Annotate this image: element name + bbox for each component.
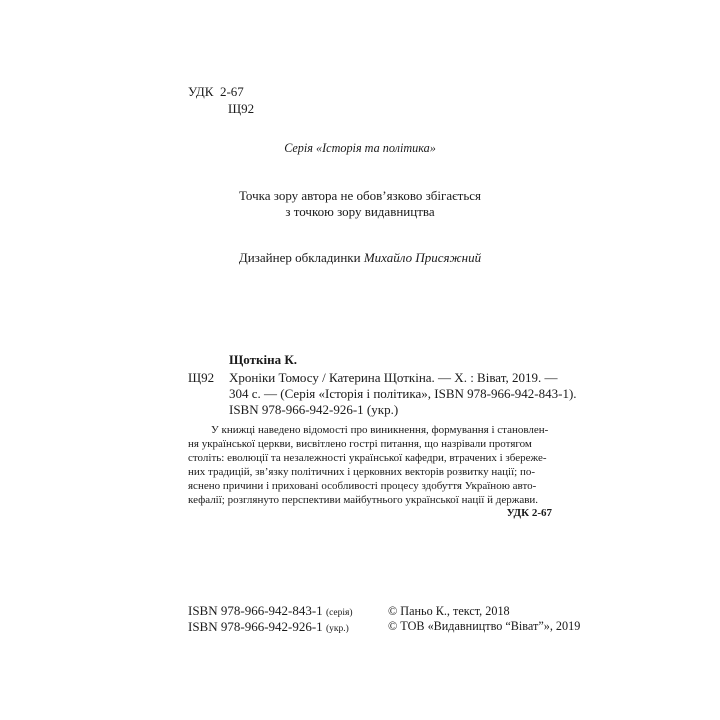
catalog-mark: Щ92 [188,370,215,385]
catalog-line-1: Хроніки Томосу / Катерина Щоткіна. — Х. : Віват, 2019. — [229,370,558,385]
isbn-ukr: ISBN 978-966-942-926-1 (укр.) [188,619,349,634]
author-mark-top: Щ92 [228,101,255,116]
annotation-line-6: кефалії; розглянуто перспективи майбутнього української нації й держави. [188,494,539,506]
copyright-text: © Паньо К., текст, 2018 [388,604,510,618]
annotation-line-1: У книжці наведено відомості про виникнення, формування і становлен- [211,424,549,436]
isbn-series: ISBN 978-966-942-843-1 (серія) [188,603,353,618]
cover-designer: Дизайнер обкладинки Михайло Присяжний [238,250,482,265]
copyright-publisher: © ТОВ «Видавництво “Віват”», 2019 [388,619,581,633]
series-line: Серія «Історія та політика» [284,141,436,155]
annotation-line-4: них традицій, зв’язку політичних і церковних векторів розвитку нації; по- [188,466,535,478]
disclaimer-line-1: Точка зору автора не обов’язково збігається [238,188,482,203]
catalog-line-3: ISBN 978-966-942-926-1 (укр.) [229,402,399,417]
annotation-line-5: яснено причини і приховані особливості процесу здобуття Україною авто- [188,480,537,492]
disclaimer-line-2: з точкою зору видавництва [285,204,435,219]
annotation-line-3: століть: еволюції та незалежності української кафедри, втрачених і збереже- [188,452,547,464]
udk-code-top: УДК 2-67 [188,84,244,99]
catalog-line-2: 304 с. — (Серія «Історія і політика», ISBN 978-966-942-843-1). [229,386,577,401]
catalog-author: Щоткіна К. [229,352,298,367]
annotation-line-2: ня української церкви, висвітлено гострі питання, що назрівали протягом [188,438,532,450]
udk-code-bottom: УДК 2-67 [506,507,552,519]
